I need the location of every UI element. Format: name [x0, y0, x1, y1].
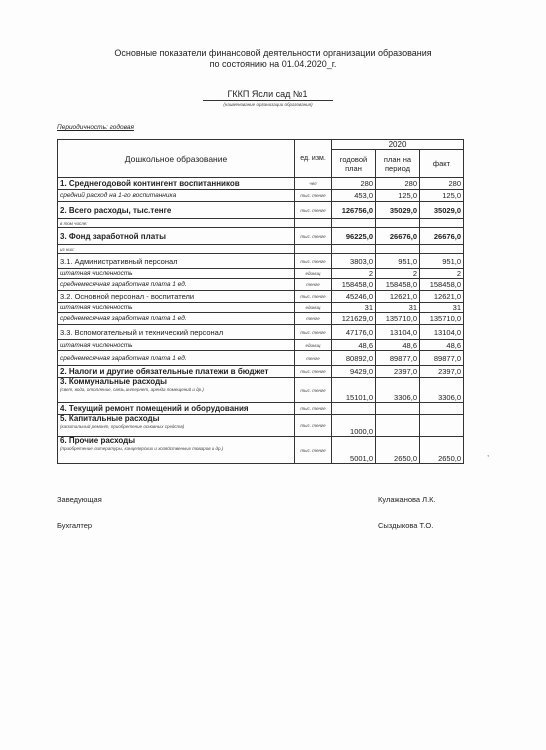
- cell-plan: 280: [332, 178, 376, 190]
- head-name: Кулажанова Л.К.: [378, 495, 436, 504]
- table-row: [58, 437, 464, 464]
- cell-fact: 48,6: [420, 340, 464, 351]
- row-label: 5. Капитальные расходы: [60, 414, 160, 423]
- cell-period: 13104,0: [376, 325, 420, 340]
- row-note: (приобретение литературы, канцелярских и хозяйственных товаров и др.): [60, 446, 224, 451]
- row-unit: тыс. тенге: [295, 437, 332, 464]
- row-label: 3. Коммунальные расходы: [60, 377, 167, 386]
- cell-fact: 26676,0: [420, 228, 464, 245]
- header-plan-period: план на период: [376, 150, 420, 178]
- organization-caption: (наименование организации образования): [223, 102, 313, 107]
- row-label: 3.2. Основной персонал - воспитатели: [58, 291, 295, 303]
- cell-plan: 453,0: [332, 190, 376, 202]
- table-row: [58, 190, 464, 202]
- row-label: 2. Налоги и другие обязательные платежи в бюджет: [58, 366, 295, 378]
- row-unit: тыс. тенге: [295, 190, 332, 202]
- row-unit: тыс. тенге: [295, 325, 332, 340]
- organization-underline: [203, 100, 333, 101]
- cell-plan: 9429,0: [332, 366, 376, 378]
- row-unit: единиц: [295, 269, 332, 279]
- row-unit: тыс. тенге: [295, 254, 332, 269]
- organization-name: ГККП Ясли сад №1: [227, 89, 308, 99]
- row-unit: чел: [295, 178, 332, 190]
- cell-plan: 126756,0: [332, 202, 376, 219]
- row-unit: тенге: [295, 279, 332, 291]
- row-label: в том числе:: [58, 219, 295, 228]
- cell-fact: 31: [420, 303, 464, 313]
- cell-period: 135710,0: [376, 313, 420, 325]
- cell-period: 48,6: [376, 340, 420, 351]
- cell-plan: [332, 403, 376, 415]
- cell-period: 951,0: [376, 254, 420, 269]
- row-unit: тенге: [295, 351, 332, 366]
- table-row: [58, 269, 464, 279]
- cell-period: 158458,0: [376, 279, 420, 291]
- row-label: 4. Текущий ремонт помещений и оборудования: [58, 403, 295, 415]
- periodicity: Периодичность: годовая: [57, 124, 134, 131]
- row-unit: тыс. тенге: [295, 378, 332, 403]
- row-unit: тыс. тенге: [295, 291, 332, 303]
- table-row: [58, 202, 464, 219]
- row-label: штатная численность: [58, 269, 295, 279]
- table-row: [58, 279, 464, 291]
- row-label: из них:: [58, 245, 295, 254]
- cell-period: 2397,0: [376, 366, 420, 378]
- cell-period: 12621,0: [376, 291, 420, 303]
- row-label: 6. Прочие расходы: [60, 436, 136, 445]
- cell-plan: 80892,0: [332, 351, 376, 366]
- row-label: 2. Всего расходы, тыс.тенге: [58, 202, 295, 219]
- cell-period: 3306,0: [376, 378, 420, 403]
- table-row: [58, 254, 464, 269]
- row-label-cell: [58, 378, 295, 403]
- accountant-label: Бухгалтер: [57, 521, 93, 530]
- table-row: [58, 219, 464, 228]
- row-unit: тыс. тенге: [295, 403, 332, 415]
- row-label: штатная численность: [58, 340, 295, 351]
- table-row: [58, 245, 464, 254]
- cell-period: 280: [376, 178, 420, 190]
- row-label: среднемесячная заработная плата 1 ед.: [58, 279, 295, 291]
- row-label: среднемесячная заработная плата 1 ед.: [58, 351, 295, 366]
- table-row: [58, 228, 464, 245]
- cell-fact: 12621,0: [420, 291, 464, 303]
- row-label: средний расход на 1-го воспитанника: [58, 190, 295, 202]
- row-label: штатная численность: [58, 303, 295, 313]
- table-row: [58, 178, 464, 190]
- row-label: 3.1. Административный персонал: [58, 254, 295, 269]
- cell-period: 35029,0: [376, 202, 420, 219]
- cell-fact: 2397,0: [420, 366, 464, 378]
- cell-fact: 280: [420, 178, 464, 190]
- row-unit: тыс. тенге: [295, 228, 332, 245]
- cell-fact: 158458,0: [420, 279, 464, 291]
- table-row: [58, 378, 464, 403]
- document-date: по состоянию на 01.04.2020_г.: [209, 59, 337, 69]
- table-row: [58, 366, 464, 378]
- cell-fact: 135710,0: [420, 313, 464, 325]
- cell-plan: 3803,0: [332, 254, 376, 269]
- header-plan-year: годовой план: [332, 150, 376, 178]
- cell-fact: 13104,0: [420, 325, 464, 340]
- row-unit: тыс. тенге: [295, 366, 332, 378]
- cell-fact: 2650,0: [420, 437, 464, 464]
- table-row: [58, 415, 464, 437]
- cell-plan: 158458,0: [332, 279, 376, 291]
- cell-period: 26676,0: [376, 228, 420, 245]
- cell-fact: 2: [420, 269, 464, 279]
- cell-fact: [420, 415, 464, 437]
- cell-period: 125,0: [376, 190, 420, 202]
- table-row: [58, 340, 464, 351]
- financial-table: [57, 139, 464, 464]
- row-unit: тенге: [295, 313, 332, 325]
- cell-plan: 31: [332, 303, 376, 313]
- cell-plan: 45246,0: [332, 291, 376, 303]
- row-unit: тыс. тенге: [295, 415, 332, 437]
- cell-plan: 15101,0: [332, 378, 376, 403]
- cell-plan: 2: [332, 269, 376, 279]
- row-label: 1. Среднегодовой контингент воспитанников: [58, 178, 295, 190]
- cell-plan: 96225,0: [332, 228, 376, 245]
- cell-fact: 3306,0: [420, 378, 464, 403]
- cell-fact: 951,0: [420, 254, 464, 269]
- header-fact: факт: [420, 150, 464, 178]
- cell-period: 31: [376, 303, 420, 313]
- cell-plan: 1000,0: [332, 415, 376, 437]
- cell-period: 2: [376, 269, 420, 279]
- stray-mark: ,: [487, 449, 490, 458]
- accountant-name: Сыздыкова Т.О.: [378, 521, 434, 530]
- table-row: [58, 291, 464, 303]
- table-row: [58, 313, 464, 325]
- table-row: [58, 351, 464, 366]
- row-note: (свет, вода, отопление, связь,интернет, аренда помещений и др.): [60, 387, 204, 392]
- cell-fact: 89877,0: [420, 351, 464, 366]
- header-category: Дошкольное образование: [58, 140, 295, 178]
- table-row: [58, 325, 464, 340]
- cell-plan: 121629,0: [332, 313, 376, 325]
- document-title: Основные показатели финансовой деятельности организации образования: [114, 48, 432, 58]
- row-note: (капитальный ремонт, приобретение основных средств): [60, 424, 185, 429]
- cell-plan: 5001,0: [332, 437, 376, 464]
- row-unit: единиц: [295, 340, 332, 351]
- row-unit: тыс. тенге: [295, 202, 332, 219]
- table-row: [58, 403, 464, 415]
- row-label: среднемесячная заработная плата 1 ед.: [58, 313, 295, 325]
- cell-period: 2650,0: [376, 437, 420, 464]
- row-label-cell: [58, 437, 295, 464]
- row-label: 3. Фонд заработной платы: [58, 228, 295, 245]
- table-row: [58, 303, 464, 313]
- cell-period: [376, 415, 420, 437]
- cell-period: [376, 403, 420, 415]
- cell-fact: 125,0: [420, 190, 464, 202]
- cell-fact: [420, 403, 464, 415]
- head-label: Заведующая: [57, 495, 102, 504]
- row-label-cell: [58, 415, 295, 437]
- header-year: 2020: [332, 140, 464, 150]
- header-unit: ед. изм.: [295, 140, 332, 178]
- cell-fact: 35029,0: [420, 202, 464, 219]
- cell-plan: 48,6: [332, 340, 376, 351]
- row-label: 3.3. Вспомогательный и технический персонал: [58, 325, 295, 340]
- row-unit: единиц: [295, 303, 332, 313]
- cell-period: 89877,0: [376, 351, 420, 366]
- cell-plan: 47176,0: [332, 325, 376, 340]
